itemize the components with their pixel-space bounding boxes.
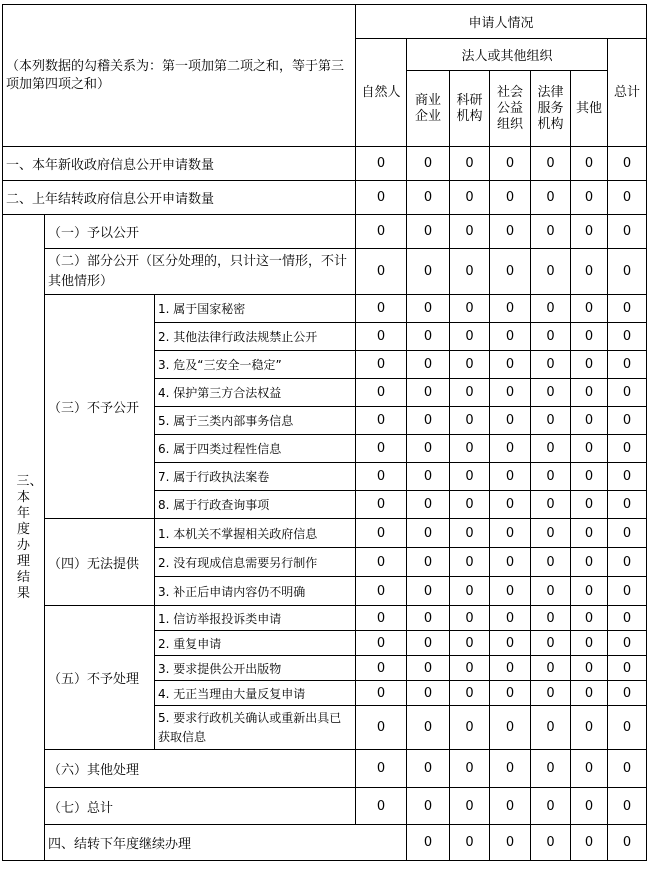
cell-value: 0 [531,181,571,215]
cell-value: 0 [407,825,450,861]
cell-value: 0 [450,825,490,861]
cell-value: 0 [490,631,531,656]
cell-value: 0 [531,825,571,861]
cell-value: 0 [531,750,571,788]
row-label: （一）予以公开 [45,215,356,249]
cell-value: 0 [490,681,531,706]
cell-value: 0 [356,435,407,463]
cell-value: 0 [450,577,490,606]
cell-value: 0 [571,147,608,181]
cell-value: 0 [608,147,647,181]
cell-value: 0 [356,407,407,435]
cell-value: 0 [571,379,608,407]
cell-value: 0 [356,295,407,323]
cell-value: 0 [490,788,531,825]
cell-value: 0 [571,407,608,435]
cell-value: 0 [608,577,647,606]
row-label: 3. 补正后申请内容仍不明确 [155,577,356,606]
cell-value: 0 [356,606,407,631]
cell-value: 0 [407,681,450,706]
row-label: 4. 保护第三方合法权益 [155,379,356,407]
cell-value: 0 [356,491,407,519]
cell-value: 0 [608,407,647,435]
cell-value: 0 [571,548,608,577]
cell-value: 0 [490,750,531,788]
cell-value: 0 [531,215,571,249]
cell-value: 0 [571,463,608,491]
cell-value: 0 [571,181,608,215]
row-label: 1. 本机关不掌握相关政府信息 [155,519,356,548]
cell-value: 0 [450,656,490,681]
cell-value: 0 [356,519,407,548]
cell-value: 0 [356,706,407,750]
cell-value: 0 [450,379,490,407]
cell-value: 0 [450,435,490,463]
row-label: 4. 无正当理由大量反复申请 [155,681,356,706]
cell-value: 0 [608,548,647,577]
cell-value: 0 [608,351,647,379]
cell-value: 0 [608,463,647,491]
cell-value: 0 [356,147,407,181]
cell-value: 0 [531,463,571,491]
cell-value: 0 [407,435,450,463]
cell-value: 0 [407,463,450,491]
cell-value: 0 [571,825,608,861]
cell-value: 0 [531,295,571,323]
cell-value: 0 [407,519,450,548]
total-header: 总计 [608,39,647,147]
cell-value: 0 [490,379,531,407]
cell-value: 0 [608,295,647,323]
cell-value: 0 [490,181,531,215]
cell-value: 0 [531,548,571,577]
cell-value: 0 [450,249,490,295]
cell-value: 0 [450,407,490,435]
cell-value: 0 [490,577,531,606]
cell-value: 0 [531,706,571,750]
cell-value: 0 [490,215,531,249]
row-label: 2. 重复申请 [155,631,356,656]
cell-value: 0 [407,750,450,788]
cell-value: 0 [531,407,571,435]
cell-value: 0 [608,181,647,215]
row-label: 5. 属于三类内部事务信息 [155,407,356,435]
cell-value: 0 [490,656,531,681]
cell-value: 0 [531,351,571,379]
cell-value: 0 [608,681,647,706]
cell-value: 0 [407,788,450,825]
cell-value: 0 [450,606,490,631]
cell-value: 0 [571,491,608,519]
other-header: 其他 [571,71,608,147]
cell-value: 0 [608,631,647,656]
cell-value: 0 [490,519,531,548]
cell-value: 0 [608,491,647,519]
table-row [3,181,647,215]
table-row [3,215,647,249]
section-3-label: 三、本年度办理结果 [3,215,45,861]
cell-value: 0 [531,606,571,631]
cell-value: 0 [608,656,647,681]
cell-value: 0 [531,656,571,681]
cell-value: 0 [407,548,450,577]
cell-value: 0 [450,147,490,181]
cell-value: 0 [531,577,571,606]
cell-value: 0 [407,407,450,435]
cell-value: 0 [490,491,531,519]
row-label: 二、上年结转政府信息公开申请数量 [3,181,356,215]
row-label: （七）总计 [45,788,356,825]
cell-value: 0 [407,491,450,519]
cell-value: 0 [407,577,450,606]
cell-value: 0 [407,656,450,681]
cell-value: 0 [490,295,531,323]
cell-value: 0 [571,606,608,631]
cell-value: 0 [407,249,450,295]
cell-value: 0 [490,463,531,491]
cell-value: 0 [356,463,407,491]
cell-value: 0 [450,750,490,788]
cell-value: 0 [450,323,490,351]
cell-value: 0 [450,181,490,215]
cell-value: 0 [531,519,571,548]
cell-value: 0 [356,215,407,249]
cell-value: 0 [531,491,571,519]
row-label: 1. 属于国家秘密 [155,295,356,323]
cell-value: 0 [450,548,490,577]
cell-value: 0 [356,548,407,577]
row-label: 2. 其他法律行政法规禁止公开 [155,323,356,351]
row-label: 3. 危及“三安全一稳定” [155,351,356,379]
cell-value: 0 [450,519,490,548]
cell-value: 0 [571,656,608,681]
cell-value: 0 [608,379,647,407]
cell-value: 0 [407,295,450,323]
research-header: 科研机构 [450,71,490,147]
row-label: 2. 没有现成信息需要另行制作 [155,548,356,577]
cell-value: 0 [608,215,647,249]
cell-value: 0 [407,379,450,407]
cell-value: 0 [531,435,571,463]
cell-value: 0 [356,750,407,788]
cell-value: 0 [571,351,608,379]
cell-value: 0 [608,825,647,861]
cell-value: 0 [571,249,608,295]
table-row [3,249,647,295]
cell-value: 0 [571,750,608,788]
cell-value: 0 [608,323,647,351]
legal-service-header: 法律服务机构 [531,71,571,147]
cell-value: 0 [407,606,450,631]
table-row [3,750,647,788]
cell-value: 0 [356,681,407,706]
cell-value: 0 [356,379,407,407]
table-row [3,825,647,861]
cell-value: 0 [356,351,407,379]
natural-person-header: 自然人 [356,39,407,147]
row-group-label: （四）无法提供 [45,519,155,606]
table-row [3,295,647,323]
row-label: 7. 属于行政执法案卷 [155,463,356,491]
row-label: 1. 信访举报投诉类申请 [155,606,356,631]
cell-value: 0 [608,435,647,463]
cell-value: 0 [490,249,531,295]
cell-value: 0 [450,788,490,825]
commercial-header: 商业企业 [407,71,450,147]
legal-person-group-header: 法人或其他组织 [407,39,608,71]
cell-value: 0 [531,631,571,656]
cell-value: 0 [490,606,531,631]
applicant-info-header: 申请人情况 [356,5,647,39]
cell-value: 0 [531,249,571,295]
cell-value: 0 [608,750,647,788]
cell-value: 0 [531,379,571,407]
cell-value: 0 [356,631,407,656]
cell-value: 0 [356,323,407,351]
cell-value: 0 [356,788,407,825]
cell-value: 0 [450,351,490,379]
cell-value: 0 [571,681,608,706]
table-row [3,606,647,631]
cell-value: 0 [356,577,407,606]
cell-value: 0 [531,323,571,351]
cell-value: 0 [490,706,531,750]
cell-value: 0 [571,706,608,750]
gov-info-disclosure-table [2,4,647,861]
cell-value: 0 [450,491,490,519]
cell-value: 0 [450,215,490,249]
cell-value: 0 [531,681,571,706]
cell-value: 0 [407,215,450,249]
cell-value: 0 [356,249,407,295]
cell-value: 0 [450,681,490,706]
cell-value: 0 [571,631,608,656]
row-label: 5. 要求行政机关确认或重新出具已获取信息 [155,706,356,750]
cell-value: 0 [531,147,571,181]
cell-value: 0 [407,323,450,351]
row-label: （二）部分公开（区分处理的，只计这一情形，不计其他情形） [45,249,356,295]
cell-value: 0 [571,323,608,351]
cell-value: 0 [356,181,407,215]
cell-value: 0 [571,788,608,825]
cell-value: 0 [608,519,647,548]
cell-value: 0 [356,656,407,681]
cell-value: 0 [490,147,531,181]
cell-value: 0 [450,631,490,656]
cell-value: 0 [490,351,531,379]
cell-value: 0 [407,631,450,656]
cell-value: 0 [450,706,490,750]
cell-value: 0 [490,435,531,463]
row-group-label: （三）不予公开 [45,295,155,519]
cell-value: 0 [571,215,608,249]
row-group-label: （五）不予处理 [45,606,155,750]
cell-value: 0 [571,435,608,463]
cell-value: 0 [571,577,608,606]
cell-value: 0 [450,463,490,491]
table-row [3,147,647,181]
row-label: 6. 属于四类过程性信息 [155,435,356,463]
row-label: 四、结转下年度继续办理 [45,825,407,861]
cell-value: 0 [407,706,450,750]
row-label: 一、本年新收政府信息公开申请数量 [3,147,356,181]
social-welfare-header: 社会公益组织 [490,71,531,147]
table-row [3,519,647,548]
cell-value: 0 [608,706,647,750]
cell-value: 0 [608,788,647,825]
table-note: （本列数据的勾稽关系为：第一项加第二项之和，等于第三项加第四项之和） [3,5,356,147]
cell-value: 0 [490,323,531,351]
cell-value: 0 [571,295,608,323]
cell-value: 0 [608,249,647,295]
row-label: （六）其他处理 [45,750,356,788]
cell-value: 0 [490,825,531,861]
row-label: 8. 属于行政查询事项 [155,491,356,519]
cell-value: 0 [407,147,450,181]
cell-value: 0 [407,351,450,379]
cell-value: 0 [571,519,608,548]
cell-value: 0 [608,606,647,631]
cell-value: 0 [490,548,531,577]
cell-value: 0 [531,788,571,825]
table-row [3,788,647,825]
cell-value: 0 [450,295,490,323]
row-label: 3. 要求提供公开出版物 [155,656,356,681]
cell-value: 0 [407,181,450,215]
cell-value: 0 [490,407,531,435]
